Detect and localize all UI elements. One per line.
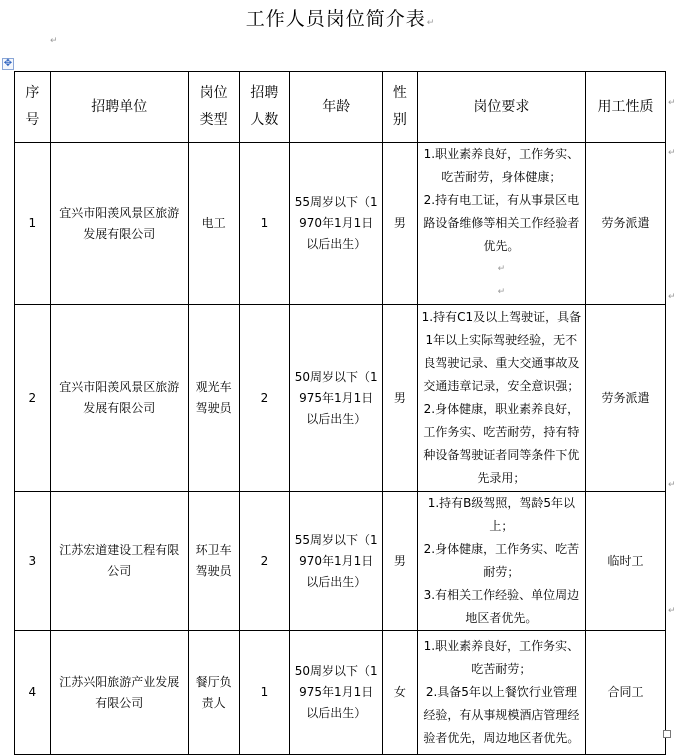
header-type[interactable]: 岗位 类型 xyxy=(188,72,239,143)
cell-nature[interactable]: 劳务派遣 xyxy=(586,143,666,305)
cell-sex[interactable]: 男 xyxy=(383,492,418,631)
row-end-mark-icon: ↵ xyxy=(668,98,676,108)
cell-sex[interactable]: 男 xyxy=(383,305,418,492)
cell-age[interactable]: 55周岁以下（1970年1月1日以后出生） xyxy=(290,143,383,305)
table-header-row xyxy=(15,72,666,143)
staff-position-table xyxy=(14,71,666,755)
cell-unit[interactable]: 江苏宏道建设工程有限公司 xyxy=(50,492,188,631)
table-row xyxy=(15,305,666,492)
header-sex[interactable]: 性 别 xyxy=(383,72,418,143)
row-end-mark-icon: ↵ xyxy=(668,292,676,302)
cell-sex[interactable]: 男 xyxy=(383,143,418,305)
empty-paragraph-mark-icon: ↵ xyxy=(50,36,58,46)
cell-type[interactable]: 电工 xyxy=(188,143,239,305)
header-unit[interactable]: 招聘单位 xyxy=(50,72,188,143)
document-title xyxy=(0,4,681,31)
cell-requirements[interactable]: 1.持有B级驾照，驾龄5年以上； 2.身体健康，工作务实、吃苦耐劳； 3.有相关工作经验、单位周边地区者优先。 xyxy=(417,492,585,631)
header-requirements[interactable]: 岗位要求 xyxy=(417,72,585,143)
table-move-handle-icon[interactable]: ✥ xyxy=(3,58,13,69)
cell-requirements[interactable]: 1.职业素养良好，工作务实、吃苦耐劳，身体健康； 2.持有电工证，有从事景区电路设备维修等相关工作经验者优先。 ↵ ↵ xyxy=(417,143,585,305)
cell-unit[interactable]: 宜兴市阳羡风景区旅游发展有限公司 xyxy=(50,305,188,492)
paragraph-mark-icon: ↵ xyxy=(426,18,436,28)
cell-no[interactable]: 4 xyxy=(15,631,51,755)
header-age[interactable]: 年龄 xyxy=(290,72,383,143)
empty-paragraph-mark-icon: ↵ xyxy=(497,287,506,297)
cell-type[interactable]: 环卫车驾驶员 xyxy=(188,492,239,631)
cell-age[interactable]: 50周岁以下（1975年1月1日以后出生） xyxy=(290,305,383,492)
cell-age[interactable]: 50周岁以下（1975年1月1日以后出生） xyxy=(290,631,383,755)
table-resize-handle[interactable] xyxy=(663,730,671,738)
row-end-mark-icon: ↵ xyxy=(668,148,676,158)
row-end-mark-icon: ↵ xyxy=(668,606,676,616)
cell-requirements[interactable]: 1.职业素养良好，工作务实、吃苦耐劳； 2.具备5年以上餐饮行业管理经验，有从事规模酒店管理经验者优先，周边地区者优先。 xyxy=(417,631,585,755)
row-end-mark-icon: ↵ xyxy=(668,480,676,490)
cell-no[interactable]: 1 xyxy=(15,143,51,305)
title-text: 工作人员岗位简介表 xyxy=(245,8,426,30)
cell-sex[interactable]: 女 xyxy=(383,631,418,755)
cell-count[interactable]: 1 xyxy=(239,143,290,305)
cell-no[interactable]: 3 xyxy=(15,492,51,631)
cell-unit[interactable]: 江苏兴阳旅游产业发展有限公司 xyxy=(50,631,188,755)
header-nature[interactable]: 用工性质 xyxy=(586,72,666,143)
table-row xyxy=(15,492,666,631)
empty-paragraph-mark-icon: ↵ xyxy=(497,264,506,274)
table-row xyxy=(15,631,666,755)
cell-age[interactable]: 55周岁以下（1970年1月1日以后出生） xyxy=(290,492,383,631)
cell-count[interactable]: 2 xyxy=(239,492,290,631)
table-row xyxy=(15,143,666,305)
cell-nature[interactable]: 劳务派遣 xyxy=(586,305,666,492)
cell-unit[interactable]: 宜兴市阳羡风景区旅游发展有限公司 xyxy=(50,143,188,305)
cell-requirements[interactable]: 1.持有C1及以上驾驶证，具备1年以上实际驾驶经验，无不良驾驶记录、重大交通事故及交通违章记录，安全意识强； 2.身体健康，职业素养良好，工作务实、吃苦耐劳，持有特种设备驾驶证者同等条件下优先录用； xyxy=(417,305,585,492)
cell-count[interactable]: 1 xyxy=(239,631,290,755)
cell-nature[interactable]: 合同工 xyxy=(586,631,666,755)
cell-type[interactable]: 观光车驾驶员 xyxy=(188,305,239,492)
cell-count[interactable]: 2 xyxy=(239,305,290,492)
header-count[interactable]: 招聘 人数 xyxy=(239,72,290,143)
cell-nature[interactable]: 临时工 xyxy=(586,492,666,631)
cell-type[interactable]: 餐厅负责人 xyxy=(188,631,239,755)
cell-no[interactable]: 2 xyxy=(15,305,51,492)
header-no[interactable]: 序 号 xyxy=(15,72,51,143)
